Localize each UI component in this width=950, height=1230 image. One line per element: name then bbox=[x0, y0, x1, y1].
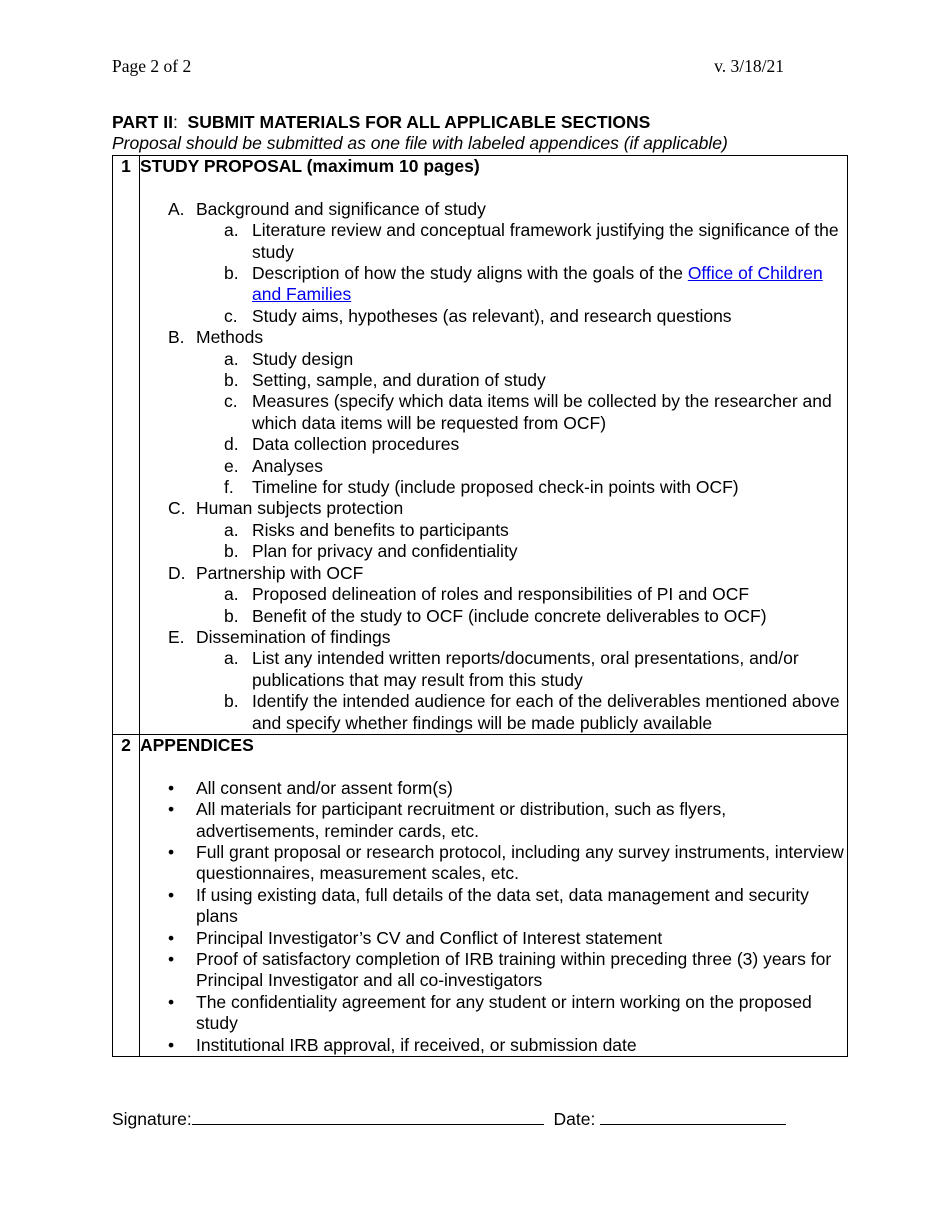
date-label: Date: bbox=[553, 1109, 596, 1129]
subitem: a. Proposed delineation of roles and responsibilities of PI and OCF bbox=[224, 584, 750, 605]
sections-table bbox=[112, 155, 848, 1057]
subitem: b. Plan for privacy and confidentiality bbox=[224, 541, 518, 562]
subitem: a. List any intended written reports/documents, oral presentations, and/or publications that may result from this study bbox=[224, 648, 799, 690]
list-item: • All materials for participant recruitment or distribution, such as flyers, advertisements, reminder cards, etc. bbox=[168, 799, 727, 841]
bullet-icon: • bbox=[168, 884, 175, 905]
section-row-1 bbox=[113, 156, 848, 735]
list-item: • All consent and/or assent form(s) bbox=[168, 777, 453, 798]
bullet-icon: • bbox=[168, 777, 175, 798]
date-field[interactable] bbox=[600, 1110, 786, 1125]
part-heading: SUBMIT MATERIALS FOR ALL APPLICABLE SECTIONS bbox=[187, 112, 651, 132]
section-number: 2 bbox=[113, 734, 140, 1056]
part-subtitle: Proposal should be submitted as one file with labeled appendices (if applicable) bbox=[112, 133, 728, 153]
subitem: c. Measures (specify which data items will be collected by the researcher and which data items will be requested from OCF) bbox=[224, 391, 832, 433]
page-number: Page 2 of 2 bbox=[112, 56, 192, 76]
list-item: • The confidentiality agreement for any student or intern working on the proposed study bbox=[168, 991, 812, 1034]
section-number: 1 bbox=[113, 156, 140, 735]
part-colon: : bbox=[172, 112, 178, 132]
subitem: e. Analyses bbox=[224, 455, 324, 476]
bullet-icon: • bbox=[168, 799, 175, 820]
subitem: a. Study design bbox=[224, 348, 354, 369]
subitem: c. Study aims, hypotheses (as relevant), and research questions bbox=[224, 305, 732, 326]
item-c: C. Human subjects protection bbox=[168, 498, 404, 519]
subitem: f. Timeline for study (include proposed check-in points with OCF) bbox=[224, 477, 739, 498]
list-item: • If using existing data, full details of the data set, data management and security plans bbox=[168, 884, 809, 927]
part-label: PART II bbox=[112, 112, 173, 132]
item-b: B. Methods bbox=[168, 327, 264, 348]
section-title: STUDY PROPOSAL (maximum 10 pages) bbox=[140, 156, 480, 176]
section-body bbox=[140, 734, 848, 1056]
subitem: b. Identify the intended audience for each of the deliverables mentioned above and specify whether findings will be made publicly available bbox=[224, 691, 840, 733]
bullet-icon: • bbox=[168, 927, 175, 948]
subitem: a. Risks and benefits to participants bbox=[224, 519, 509, 540]
list-item: • Principal Investigator’s CV and Conflict of Interest statement bbox=[168, 927, 663, 948]
bullet-icon: • bbox=[168, 841, 175, 862]
section-row-2 bbox=[113, 734, 848, 1056]
subitem: b. Description of how the study aligns with the goals of the Office of Children and Families bbox=[224, 263, 823, 305]
version-date: v. 3/18/21 bbox=[714, 56, 784, 76]
item-e: E. Dissemination of findings bbox=[168, 626, 391, 647]
subitem: b. Benefit of the study to OCF (include concrete deliverables to OCF) bbox=[224, 605, 767, 626]
section-body bbox=[140, 156, 848, 735]
ocf-link[interactable]: Office of Children and Families bbox=[252, 263, 823, 305]
list-item: • Full grant proposal or research protocol, including any survey instruments, interview questionnaires, measurement scales, etc. bbox=[168, 841, 844, 884]
page-header bbox=[112, 56, 784, 80]
bullet-icon: • bbox=[168, 991, 175, 1012]
list-item: • Proof of satisfactory completion of IRB training within preceding three (3) years for Principal Investigator and all co-investigators bbox=[168, 948, 832, 991]
item-d: D. Partnership with OCF bbox=[168, 562, 364, 583]
item-a: A. Background and significance of study bbox=[168, 198, 486, 219]
bullet-icon: • bbox=[168, 948, 175, 969]
part-title bbox=[112, 112, 650, 133]
signature-field[interactable] bbox=[192, 1110, 544, 1125]
list-item: • Institutional IRB approval, if received, or submission date bbox=[168, 1034, 637, 1055]
subitem: d. Data collection procedures bbox=[224, 434, 460, 455]
bullet-icon: • bbox=[168, 1034, 175, 1055]
subitem: a. Literature review and conceptual framework justifying the significance of the study bbox=[224, 220, 839, 262]
section-title: APPENDICES bbox=[140, 734, 254, 755]
signature-block bbox=[112, 1109, 786, 1130]
subitem: b. Setting, sample, and duration of study bbox=[224, 370, 546, 391]
signature-label: Signature: bbox=[112, 1109, 192, 1129]
